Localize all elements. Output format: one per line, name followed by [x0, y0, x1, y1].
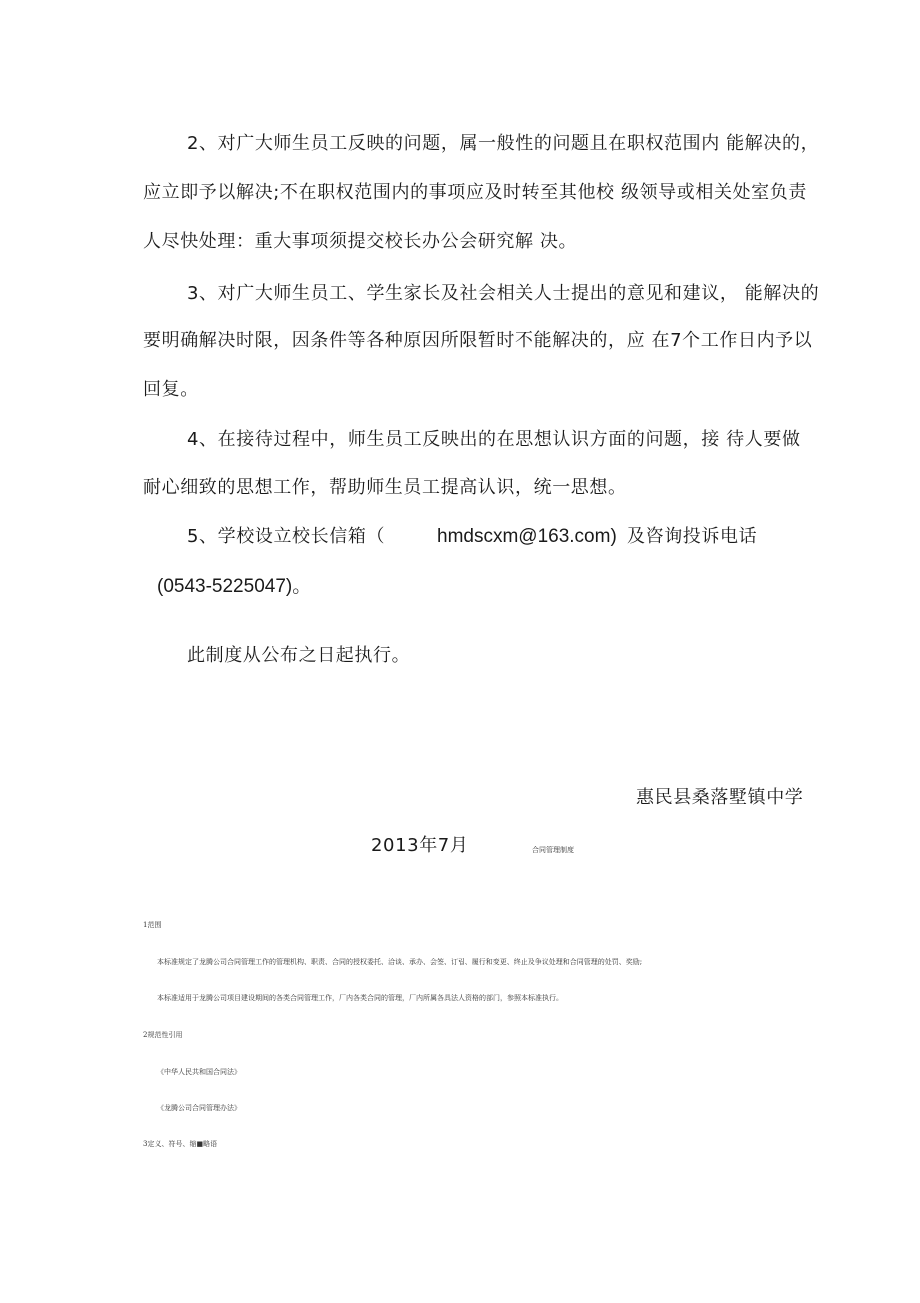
section1-para2: 本标准适用于龙腾公司项目建设期间的各类合同管理工作，厂内各类合同的管理，厂内所属各具法人资格的部门，参照本标准执行。: [157, 994, 563, 1002]
section1-para1: 本标准规定了龙腾公司合同管理工作的管理机构、职责、合同的授权委托、洽谈、承办、会签、订립、履行和变更、终止及争议处理和合同管理的处罚、奖励;: [157, 958, 643, 966]
signature-date: 2013年7月: [371, 835, 469, 856]
item4-line2: 耐心细致的思想工作，帮助师生员工提高认识，统一思想。: [143, 477, 627, 498]
item3-line1: 3、对广大师生员工、学生家长及社会相关人士提出的意见和建议， 能解决的: [187, 283, 820, 304]
reference-contract-law: 《中华人民共和国合同法》: [157, 1068, 241, 1076]
item3-line2: 要明确解决时限，因条件等各种原因所限暂时不能解决的，应 在7个工作日内予以: [143, 330, 813, 351]
item2-line1: 2、对广大师生员工反映的问题，属一般性的问题且在职权范围内 能解决的，: [187, 133, 820, 154]
item2-line2: 应立即予以解决;不在职权范围内的事项应及时转至其他校 级领导或相关处室负责: [143, 182, 807, 203]
section1-heading: 1范围: [143, 921, 162, 929]
signature-school: 惠民县桑落墅镇中学: [636, 787, 804, 808]
item5-prefix: 5、学校设立校长信箱（: [187, 526, 386, 547]
reference-company-rules: 《龙腾公司合同管理办法》: [157, 1104, 241, 1112]
section2-heading: 2规范性引用: [143, 1031, 183, 1039]
appendix-title: 合同管理制度: [532, 846, 574, 854]
section3-heading: 3定义、符号、缩■略语: [143, 1140, 218, 1148]
closing-statement: 此制度从公布之日起执行。: [187, 645, 411, 666]
item5-phone: (0543-5225047)。: [157, 576, 312, 597]
item5-email: hmdscxm@163.com): [437, 526, 617, 547]
item3-line3: 回复。: [143, 379, 199, 400]
item5-suffix: 及咨询投诉电话: [627, 526, 758, 547]
item4-line1: 4、在接待过程中，师生员工反映出的在思想认识方面的问题，接 待人要做: [187, 429, 801, 450]
item2-line3: 人尽快处理：重大事项须提交校长办公会研究解 决。: [143, 231, 578, 252]
